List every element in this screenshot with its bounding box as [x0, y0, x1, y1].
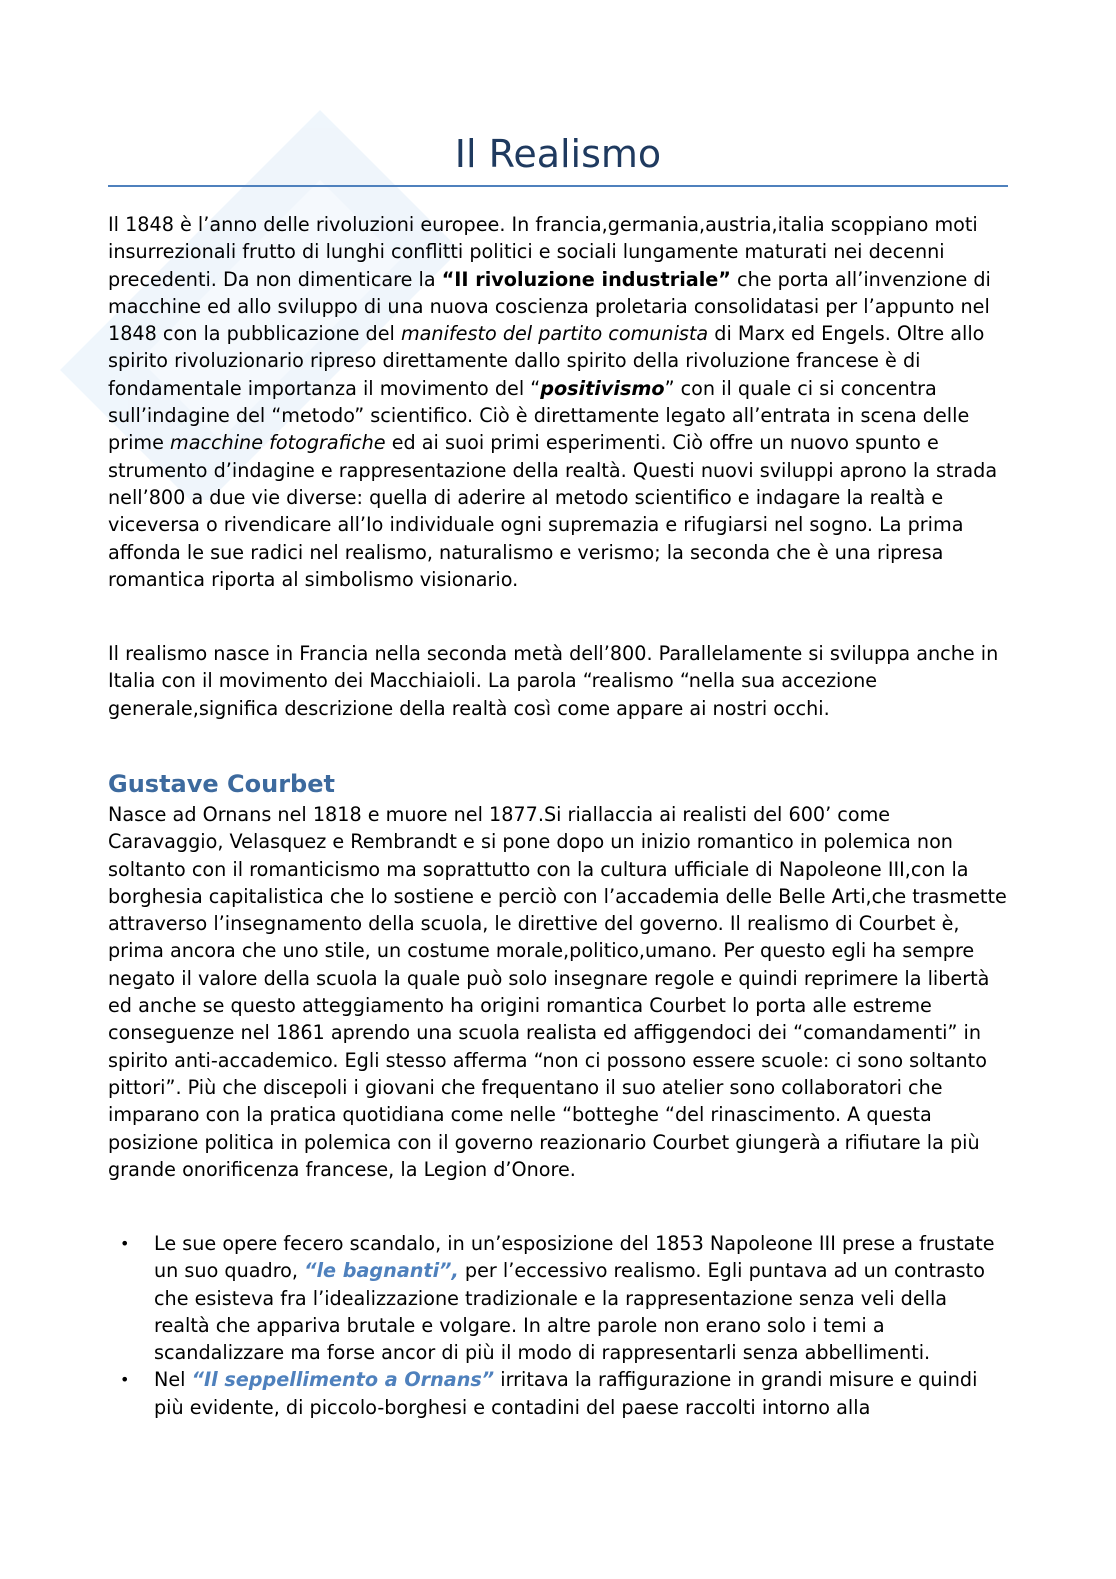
page-title: Il Realismo — [454, 132, 662, 176]
bullet-text-after: per l’eccessivo realismo. Egli puntava ad un contrasto che esisteva fra l’idealizzazione tradizionale e la rappresentazione senza veli della realtà che appariva brutale e volgare. In altre parole non erano solo i temi a scandalizzare ma forse ancor di più il modo di rappresentarli senza abbellimenti. — [154, 1259, 985, 1365]
intro-paragraph — [108, 211, 1008, 593]
intro-text-5: ed ai suoi primi esperimenti. Ciò offre un nuovo spunto e strumento d’indagine e rappresentazione della realtà. Questi nuovi sviluppi aprono la strada nell’800 a due vie diverse: quella di aderire al metodo scientifico e indagare la realtà e viceversa o rivendicare all’Io individuale ogni supremazia e rifugiarsi nel sogno. La prima affonda le sue radici nel realismo, naturalismo e verismo; la seconda che è una ripresa romantica riporta al simbolismo visionario. — [108, 431, 998, 591]
bullet-text-before: Le sue opere fecero scandalo, in un’esposizione del 1853 Napoleone III prese a frustate un suo quadro, — [154, 1232, 995, 1283]
intro-bold-industrial-revolution: “II rivoluzione industriale” — [441, 267, 731, 291]
bullet-marker: • — [120, 1370, 130, 1390]
intro-bold-italic-positivism: positivismo — [540, 376, 665, 400]
realism-paragraph: Il realismo nasce in Francia nella seconda metà dell’800. Parallelamente si sviluppa anche in Italia con il movimento dei Macchiaioli. La parola “realismo “nella sua accezione generale,significa descrizione della realtà così come appare ai nostri occhi. — [108, 642, 999, 720]
intro-text-3: di Marx ed Engels. Oltre allo spirito rivoluzionario ripreso direttamente dallo spirito della rivoluzione francese è di fondamentale importanza il movimento del “ — [108, 322, 985, 400]
courbet-bullet-list — [108, 1230, 1008, 1421]
intro-text-1: Il 1848 è l’anno delle rivoluzioni europee. In francia,germania,austria,italia scoppiano moti insurrezionali frutto di lunghi conflitti politici e sociali lungamente maturati nei decenni precedenti. Da non dimenticare la — [108, 213, 978, 291]
bullet-text-after: irritava la raffigurazione in grandi misure e quindi più evidente, di piccolo-borghesi e contadini del paese raccolti intorno alla — [154, 1368, 978, 1419]
title-underline — [108, 185, 1008, 187]
intro-italic-manifesto: manifesto del partito comunista — [400, 322, 709, 346]
courbet-paragraph: Nasce ad Ornans nel 1818 e muore nel 1877.Si riallaccia ai realisti del 600’ come Caravaggio, Velasquez e Rembrandt e si pone dopo un inizio romantico in polemica non soltanto con il romanticismo ma soprattutto con la cultura ufficiale di Napoleone III,con la borghesia capitalistica che lo sostiene e perciò con l’accademia delle Belle Arti,che trasmette attraverso l’insegnamento della scuola, le direttive del governo. Il realismo di Courbet è, prima ancora che uno stile, un costume morale,politico,umano. Per questo egli ha sempre negato il valore della scuola la quale può solo insegnare regole e quindi reprimere la libertà ed anche se questo atteggiamento ha origini romantica Courbet lo porta alle estreme conseguenze nel 1861 aprendo una scuola realista ed affiggendoci dei “comandamenti” in spirito anti-accademico. Egli stesso afferma “non ci possono essere scuole: ci sono soltanto pittori”. Più che discepoli i giovani che frequentano il suo atelier sono collaboratori che imparano con la pratica quotidiana come nelle “botteghe “del rinascimento. A questa posizione politica in polemica con il governo reazionario Courbet giungerà a rifiutare la più grande onorificenza francese, la Legion d’Onore. — [108, 803, 1007, 1181]
bullet-marker: • — [120, 1234, 130, 1253]
section-heading-courbet: Gustave Courbet — [108, 770, 335, 798]
intro-text-4: ” con il quale ci si concentra sull’indagine del “metodo” scientifico. Ciò è direttamente legato all’entrata in scena delle prime — [108, 376, 970, 455]
list-item — [108, 1366, 1008, 1421]
bullet-text-before: Nel — [154, 1368, 192, 1392]
intro-text-2: che porta all’invenzione di macchine ed allo sviluppo di una nuova coscienza proletaria consolidatasi per l’appunto nel 1848 con la pubblicazione del — [108, 267, 991, 346]
artwork-title: “Il seppellimento a Ornans” — [191, 1368, 495, 1392]
intro-italic-cameras: macchine fotografiche — [170, 431, 386, 455]
artwork-title: “le bagnanti”, — [304, 1259, 459, 1283]
list-item — [108, 1230, 1008, 1366]
